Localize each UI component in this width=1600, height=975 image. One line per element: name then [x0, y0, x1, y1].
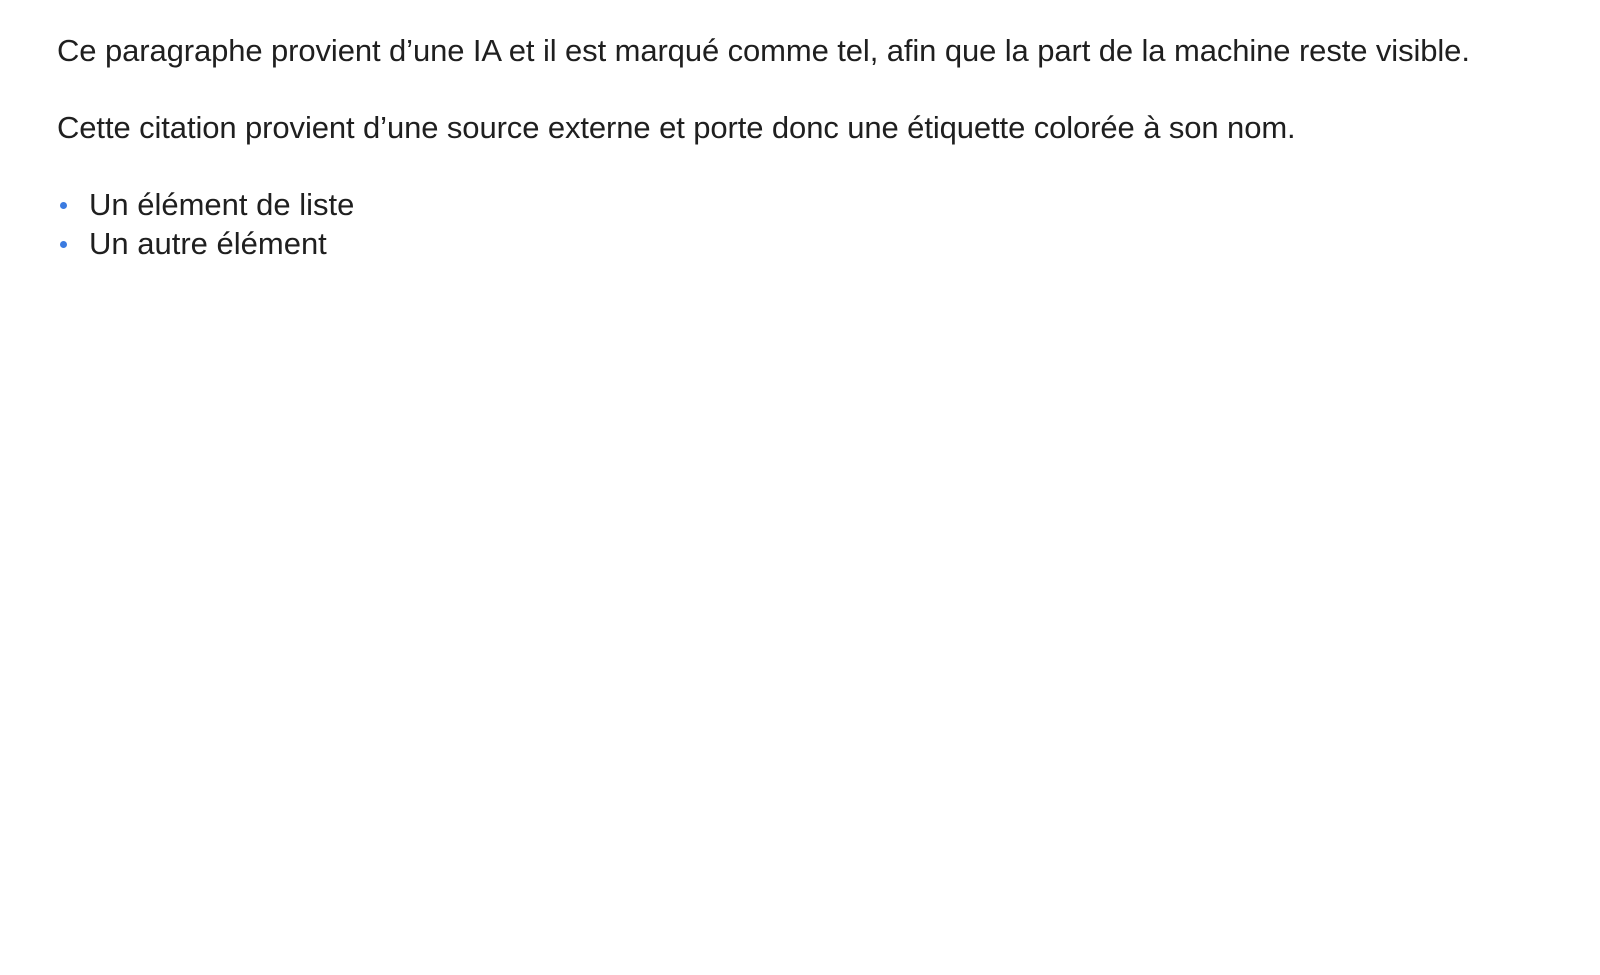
- list-item: [57, 224, 1547, 263]
- ai-paragraph: Ce paragraphe provient d’une IA et il est marqué comme tel, afin que la part de la machine reste visible.: [57, 33, 1470, 68]
- bullet-icon: [60, 202, 67, 209]
- quote-paragraph: Cette citation provient d’une source externe et porte donc une étiquette colorée à son nom.: [57, 110, 1296, 145]
- list-item-label: Un autre élément: [89, 226, 327, 261]
- list-item-label: Un élément de liste: [89, 187, 355, 222]
- document-body: [57, 31, 1547, 263]
- list-item: [57, 185, 1547, 224]
- bullet-list: [57, 185, 1547, 263]
- bullet-icon: [60, 241, 67, 248]
